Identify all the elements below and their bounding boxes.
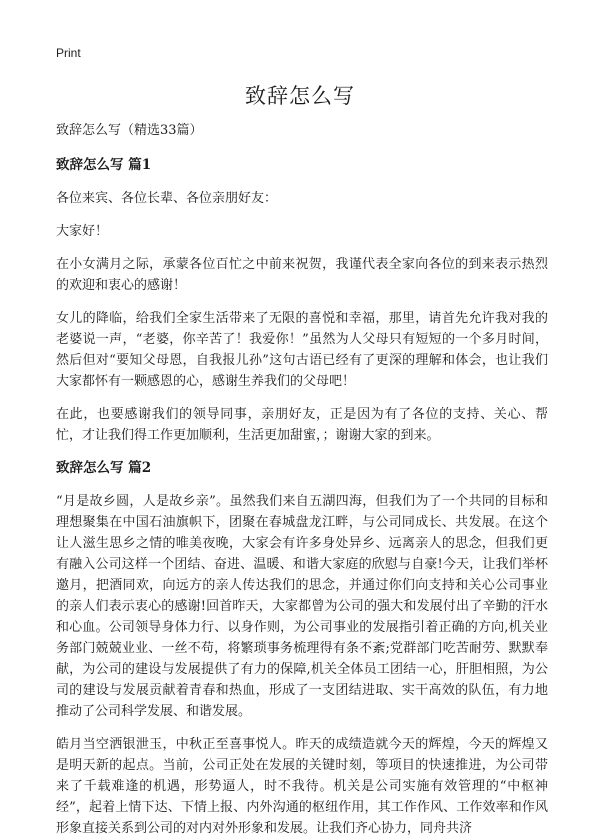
section-heading-1: 致辞怎么写 篇1 [56,157,152,173]
print-link[interactable]: Print [56,46,81,60]
paragraph: 大家好！ [56,224,109,239]
paragraph: 各位来宾、各位长辈、各位亲朋好友： [56,191,278,206]
document-body [56,120,548,839]
paragraph: 女儿的降临，给我们全家生活带来了无限的喜悦和幸福，那里，请首先允许我对我的老婆说一声，“老婆，你辛苦了！我爱你！”虽然为人父母只有短短的一个多月时间，然后但对“要知父母恩，自我报儿孙”这句古语已经有了更深的理解和体会，也让我们大家都怀有一颗感恩的心，感谢生养我们的父母吧！ [56,311,548,389]
page-title: 致辞怎么写 [245,84,355,108]
paragraph: 在此，也要感谢我们的领导同事，亲朋好友，正是因为有了各位的支持、关心、帮忙，才让我们得工作更加顺利，生活更加甜蜜，；谢谢大家的到来。 [56,407,548,443]
paragraph: “月是故乡圆，人是故乡亲”。虽然我们来自五湖四海，但我们为了一个共同的目标和理想聚集在中国石油旗帜下，团聚在春城盘龙江畔，与公司同成长、共发展。在这个让人滋生思乡之情的唯美夜晚，大家会有许多身处异乡、远离亲人的思念，但我们更有融入公司这样一个团结、奋进、温暖、和谐大家庭的欣慰与自豪!今天，让我们举杯邀月，把酒同欢，向远方的亲人传达我们的思念，并通过你们向支持和关心公司事业的亲人们表示衷心的感谢!回首昨天，大家都曾为公司的强大和发展付出了辛勤的汗水和心血。公司领导身体力行、以身作则，为公司事业的发展指引着正确的方向,机关业务部门兢兢业业、一丝不苟，将繁琐事务梳理得有条不紊;党群部门吃苦耐劳、默默奉献，为公司的建设与发展提供了有力的保障,机关全体员工团结一心，肝胆相照，为公司的建设与发展贡献着青春和热血，形成了一支团结进取、实干高效的队伍，有力地推动了公司科学发展、和谐发展。 [56,494,548,719]
section-heading-2: 致辞怎么写 篇2 [56,460,152,476]
document-subtitle: 致辞怎么写（精选33篇） [56,123,203,138]
paragraph: 皓月当空洒银泄玉，中秋正至喜事悦人。昨天的成绩造就今天的辉煌，今天的辉煌又是明天新的起点。当前，公司正处在发展的关键时刻，等项目的快速推进，为公司带来了千载难逢的机遇，形势逼人，时不我待。机关是公司实施有效管理的“中枢神经”，起着上情下达、下情上报、内外沟通的枢纽作用，其工作作风、工作效率和作风形象直接关系到公司的对内对外形象和发展。让我们齐心协力，同舟共济 [56,737,548,836]
paragraph: 在小女满月之际，承蒙各位百忙之中前来祝贺，我谨代表全家向各位的到来表示热烈的欢迎和衷心的感谢！ [56,257,548,293]
